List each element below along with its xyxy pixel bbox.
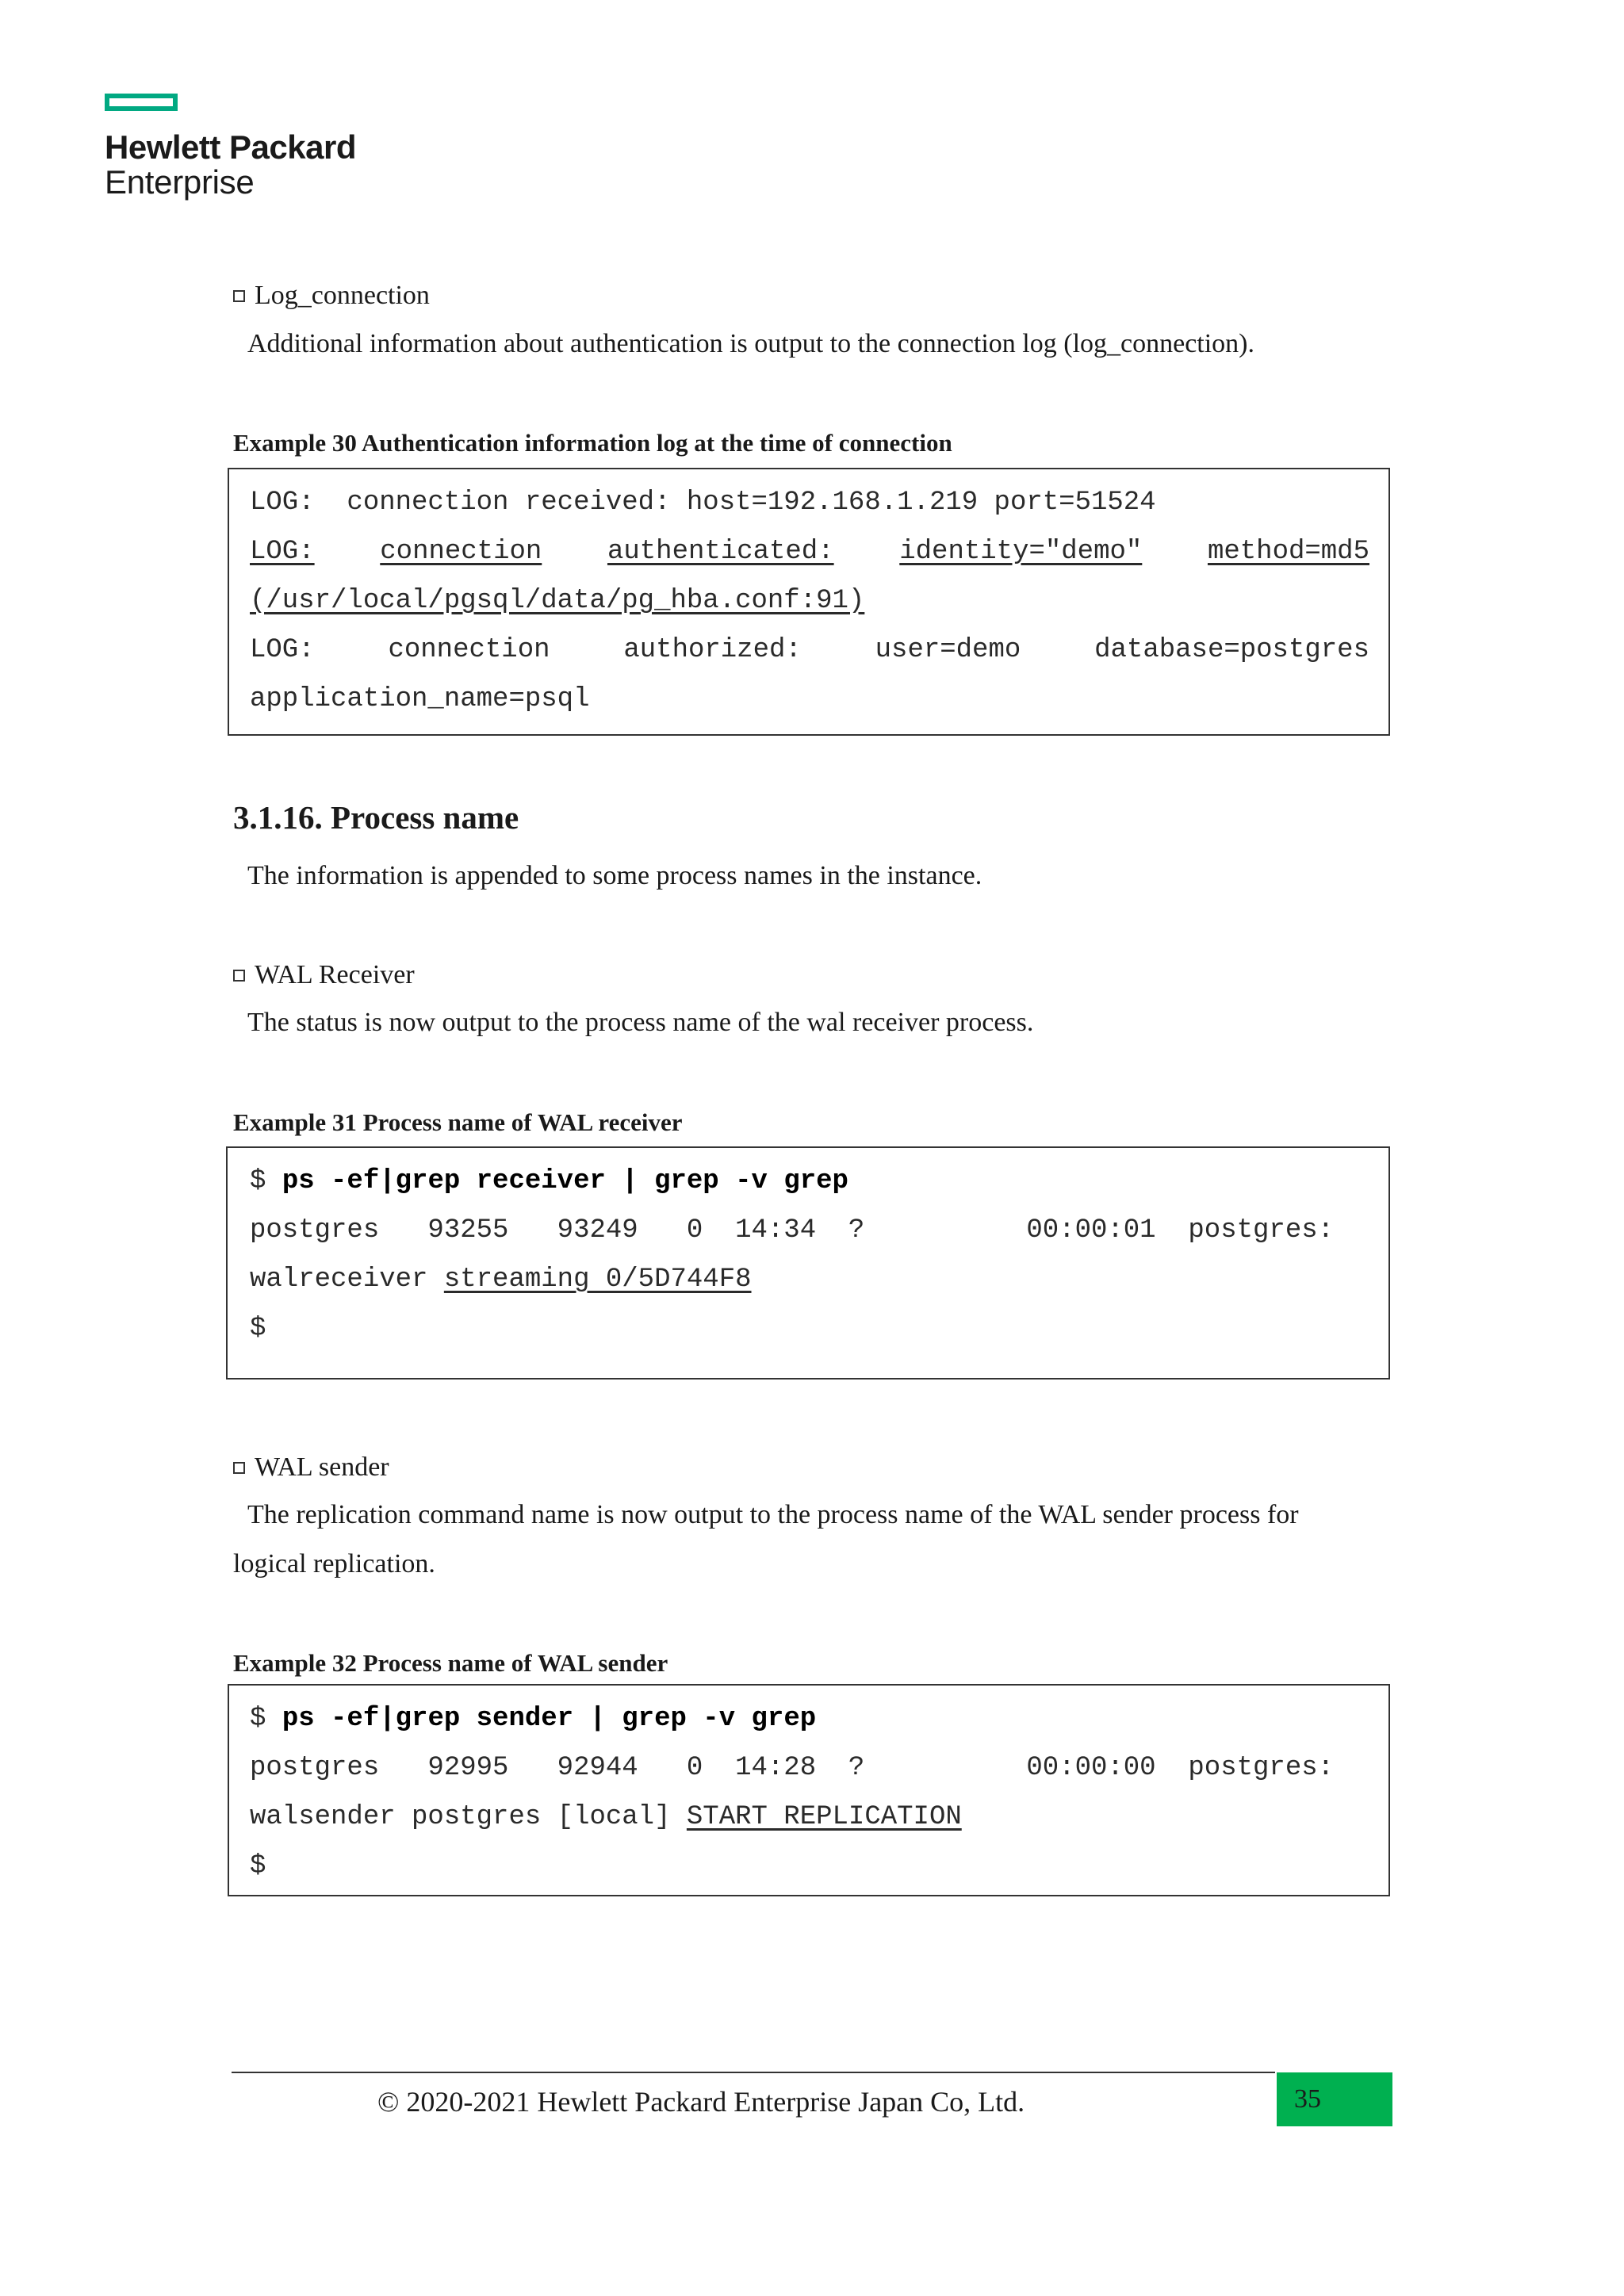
footer-copyright: © 2020-2021 Hewlett Packard Enterprise Japan Co, Ltd. — [377, 2086, 1025, 2118]
wal-receiver-title: WAL Receiver — [233, 960, 415, 990]
example32-caption: Example 32 Process name of WAL sender — [233, 1649, 668, 1677]
example32-code-block — [228, 1684, 1390, 1896]
code-line: $ — [250, 1314, 266, 1344]
section-heading: 3.1.16. Process name — [233, 799, 519, 836]
page-number-badge: 35 — [1277, 2072, 1392, 2126]
code-command-line — [250, 1165, 848, 1197]
logo-text-line2: Enterprise — [105, 163, 255, 201]
wal-receiver-body: The status is now output to the process name of the wal receiver process. — [247, 1008, 1034, 1037]
code-word: identity="demo" — [899, 537, 1143, 567]
code-word: connection — [380, 537, 542, 567]
code-line-justified — [250, 536, 1369, 568]
log-connection-title: Log_connection — [233, 281, 430, 311]
code-word: LOG: — [250, 537, 315, 567]
example31-code-block — [226, 1146, 1390, 1380]
code-word: method=md5 — [1207, 537, 1369, 567]
square-bullet-icon — [233, 1462, 245, 1474]
code-line: walsender postgres [local] START REPLICATION — [250, 1802, 962, 1832]
code-line: walreceiver streaming 0/5D744F8 — [250, 1265, 752, 1295]
hpe-element-logo-mark — [105, 94, 178, 111]
code-word: authorized: — [623, 635, 802, 665]
code-line: (/usr/local/pgsql/data/pg_hba.conf:91) — [250, 586, 865, 616]
process-name-body: The information is appended to some process names in the instance. — [247, 861, 982, 890]
code-line: LOG: connection received: host=192.168.1.219 port=51524 — [250, 488, 1156, 518]
code-word: user=demo — [875, 635, 1021, 665]
code-word: LOG: — [250, 635, 315, 665]
code-line: application_name=psql — [250, 684, 590, 714]
code-command: ps -ef|grep sender | grep -v grep — [282, 1704, 817, 1734]
code-word: database=postgres — [1094, 635, 1369, 665]
square-bullet-icon — [233, 290, 245, 302]
wal-sender-title: WAL sender — [233, 1452, 389, 1483]
code-word: authenticated: — [607, 537, 834, 567]
wal-sender-body-line2: logical replication. — [233, 1549, 435, 1578]
logo-text-line1: Hewlett Packard — [105, 128, 356, 166]
code-line: postgres 92995 92944 0 14:28 ? 00:00:00 postgres: — [250, 1753, 1335, 1783]
footer-divider — [232, 2072, 1275, 2073]
example30-caption: Example 30 Authentication information log at the time of connection — [233, 429, 952, 457]
square-bullet-icon — [233, 970, 245, 982]
code-line: $ — [250, 1851, 266, 1881]
code-prompt: $ — [250, 1704, 282, 1734]
code-command-line — [250, 1703, 816, 1735]
code-line: postgres 93255 93249 0 14:34 ? 00:00:01 postgres: — [250, 1215, 1335, 1246]
example31-caption: Example 31 Process name of WAL receiver — [233, 1108, 683, 1136]
code-prompt: $ — [250, 1166, 282, 1196]
log-connection-body: Additional information about authentication is output to the connection log (log_connection). — [247, 329, 1255, 358]
wal-sender-body-line1: The replication command name is now output to the process name of the WAL sender process for — [247, 1500, 1299, 1529]
code-command: ps -ef|grep receiver | grep -v grep — [282, 1166, 848, 1196]
example30-code-block — [228, 468, 1390, 736]
code-word: connection — [388, 635, 550, 665]
code-line-justified — [250, 634, 1369, 666]
